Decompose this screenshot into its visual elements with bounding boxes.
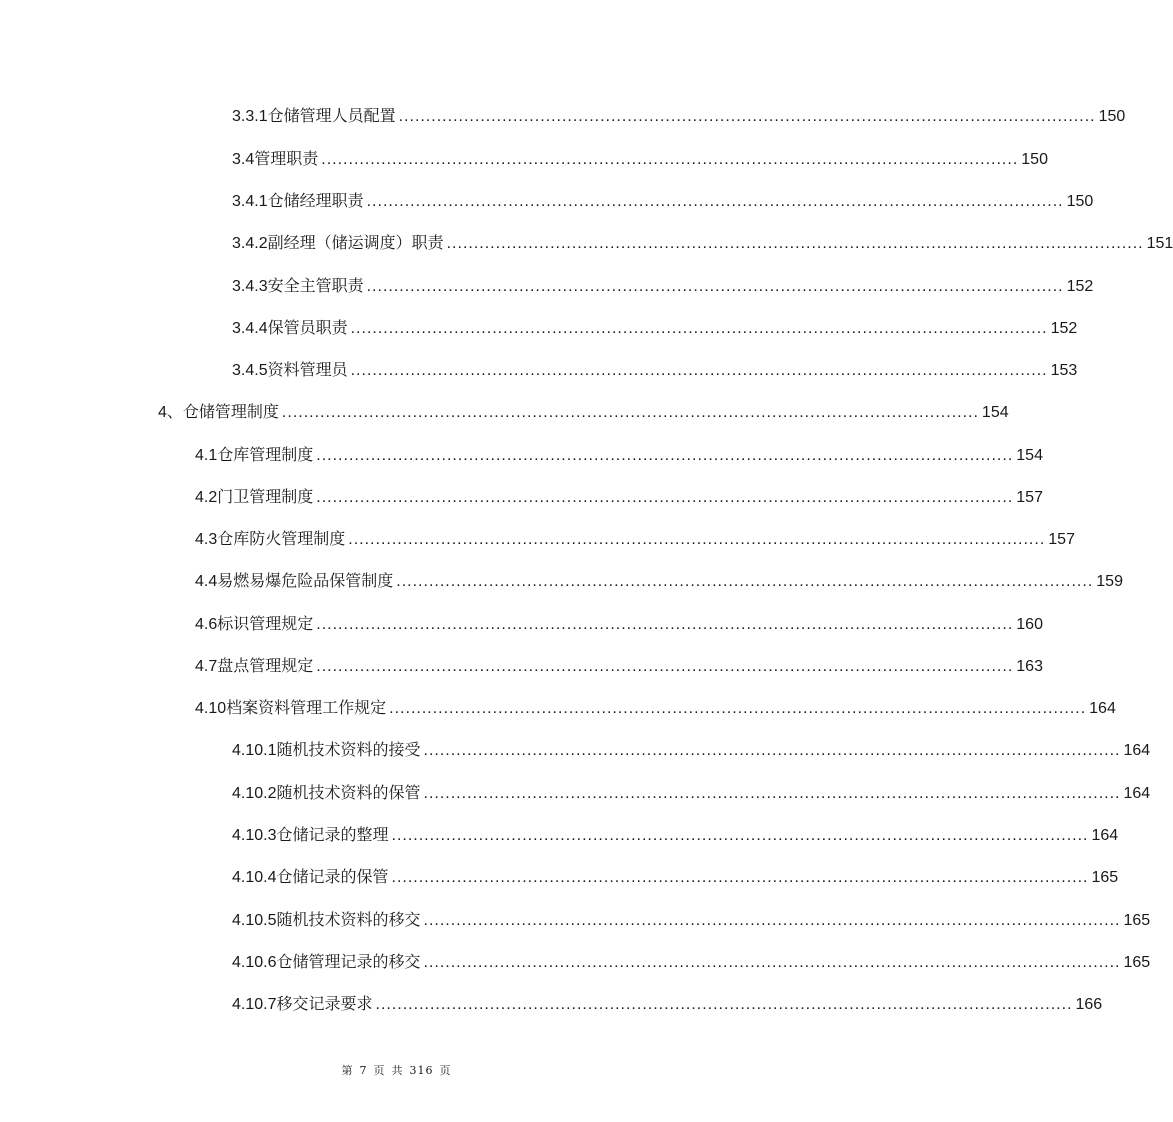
toc-entry-title: 档案资料管理工作规定	[226, 700, 387, 717]
toc-entry[interactable]	[232, 107, 1126, 127]
toc-entry-page: 154	[981, 404, 1009, 421]
toc-entry-page: 153	[1050, 362, 1078, 379]
footer-total-word: 共	[391, 1064, 404, 1077]
toc-entry-page: 165	[1123, 912, 1151, 929]
toc-entry-title: 易燃易爆危险品保管制度	[217, 573, 394, 590]
toc-entry-title: 随机技术资料的移交	[276, 912, 421, 929]
toc-entry-page: 159	[1096, 573, 1123, 590]
toc-entry-title: 盘点管理规定	[217, 658, 314, 675]
toc-entry[interactable]	[232, 784, 1151, 804]
toc-entry-page: 165	[1123, 954, 1151, 971]
toc-entry[interactable]	[232, 150, 1048, 170]
toc-entry-number: 3.3.1	[232, 108, 268, 125]
toc-entry[interactable]	[195, 657, 1043, 677]
dot-leader: ................................................................................................................................	[389, 700, 1087, 717]
toc-entry[interactable]	[195, 699, 1116, 719]
dot-leader: ................................................................................................................................	[350, 362, 1048, 379]
toc-entry-page: 163	[1016, 658, 1043, 675]
toc-entry-page: 152	[1066, 278, 1094, 295]
toc-entry-page: 165	[1091, 869, 1119, 886]
toc-entry-page: 150	[1066, 193, 1094, 210]
toc-entry[interactable]	[232, 953, 1151, 973]
toc-entry[interactable]	[232, 995, 1103, 1015]
toc-entry-title: 管理职责	[254, 151, 319, 168]
toc-entry-page: 164	[1091, 827, 1119, 844]
toc-entry-page: 164	[1089, 700, 1116, 717]
toc-entry-title: 移交记录要求	[276, 996, 373, 1013]
dot-leader: ................................................................................................................................	[423, 912, 1121, 929]
toc-entry-number: 3.4.4	[232, 320, 268, 337]
toc-entry-title: 副经理（储运调度）职责	[267, 235, 444, 252]
toc-entry-title: 门卫管理制度	[217, 489, 314, 506]
toc-entry[interactable]	[195, 488, 1043, 508]
toc-entry-number: 3.4.2	[232, 235, 268, 252]
dot-leader: ................................................................................................................................	[350, 320, 1048, 337]
toc-entry[interactable]	[195, 446, 1043, 466]
dot-leader: ................................................................................................................................	[348, 531, 1046, 548]
toc-entry-page: 166	[1075, 996, 1103, 1013]
toc-entry-title: 随机技术资料的接受	[276, 742, 421, 759]
toc-entry[interactable]	[195, 572, 1123, 592]
footer-total-pages: 316	[409, 1064, 434, 1077]
footer-current-page: 7	[359, 1064, 368, 1077]
toc-entry[interactable]	[232, 234, 1173, 254]
dot-leader: ................................................................................................................................	[391, 827, 1089, 844]
toc-entry[interactable]	[195, 615, 1043, 635]
dot-leader: ................................................................................................................................	[366, 193, 1064, 210]
toc-entry-page: 152	[1050, 320, 1078, 337]
dot-leader: ................................................................................................................................	[423, 954, 1121, 971]
toc-entry[interactable]	[158, 403, 1009, 423]
dot-leader: ................................................................................................................................	[316, 616, 1014, 633]
toc-entry-title: 随机技术资料的保管	[276, 785, 421, 802]
toc-entry-title: 标识管理规定	[217, 616, 314, 633]
page-footer	[0, 1062, 793, 1078]
toc-entry-page: 151	[1146, 235, 1173, 252]
dot-leader: ................................................................................................................................	[316, 447, 1014, 464]
dot-leader: ................................................................................................................................	[366, 278, 1064, 295]
toc-entry-number: 4.4	[195, 573, 218, 590]
toc-entry-number: 4.10.3	[232, 827, 277, 844]
toc-entry-number: 4.2	[195, 489, 218, 506]
toc-entry-title: 保管员职责	[267, 320, 348, 337]
toc-entry-page: 150	[1021, 151, 1048, 168]
toc-entry-title: 安全主管职责	[267, 278, 364, 295]
toc-entry-title: 仓储记录的整理	[276, 827, 389, 844]
toc-entry-page: 160	[1016, 616, 1043, 633]
toc-entry[interactable]	[232, 911, 1151, 931]
toc-entry-title: 仓储记录的保管	[276, 869, 389, 886]
dot-leader: ................................................................................................................................	[396, 573, 1094, 590]
toc-entry[interactable]	[232, 741, 1151, 761]
dot-leader: ................................................................................................................................	[281, 404, 979, 421]
toc-entry-number: 4.6	[195, 616, 218, 633]
toc-entry[interactable]	[232, 361, 1078, 381]
toc-entry-page: 157	[1016, 489, 1043, 506]
toc-entry-number: 4.10.2	[232, 785, 277, 802]
toc-entry-number: 4.10.5	[232, 912, 277, 929]
toc-entry-number: 4.10.6	[232, 954, 277, 971]
toc-entry-number: 4.10.1	[232, 742, 277, 759]
dot-leader: ................................................................................................................................	[316, 658, 1014, 675]
dot-leader: ................................................................................................................................	[375, 996, 1073, 1013]
toc-entry-number: 3.4.3	[232, 278, 268, 295]
toc-entry-number: 3.4	[232, 151, 255, 168]
toc-entry-title: 仓库管理制度	[217, 447, 314, 464]
toc-entry[interactable]	[232, 277, 1094, 297]
toc-entry-title: 仓储管理人员配置	[267, 108, 396, 125]
toc-entry-number: 4.1	[195, 447, 218, 464]
footer-suffix: 页	[439, 1064, 452, 1077]
toc-entry-title: 仓储经理职责	[267, 193, 364, 210]
dot-leader: ................................................................................................................................	[321, 151, 1019, 168]
toc-entry-title: 仓库防火管理制度	[217, 531, 346, 548]
toc-entry[interactable]	[195, 530, 1075, 550]
toc-entry-title: 仓储管理制度	[182, 404, 279, 421]
toc-entry[interactable]	[232, 826, 1119, 846]
dot-leader: ................................................................................................................................	[423, 785, 1121, 802]
toc-entry-number: 4.10.4	[232, 869, 277, 886]
toc-entry-page: 154	[1016, 447, 1043, 464]
dot-leader: ................................................................................................................................	[316, 489, 1014, 506]
toc-entry-number: 4、	[158, 404, 183, 421]
dot-leader: ................................................................................................................................	[423, 742, 1121, 759]
toc-entry-page: 150	[1098, 108, 1126, 125]
footer-page-word: 页	[373, 1064, 386, 1077]
toc-entry-number: 3.4.5	[232, 362, 268, 379]
toc-entry-page: 164	[1123, 785, 1151, 802]
toc-entry-page: 164	[1123, 742, 1151, 759]
toc-entry-page: 157	[1048, 531, 1075, 548]
dot-leader: ................................................................................................................................	[446, 235, 1144, 252]
dot-leader: ................................................................................................................................	[398, 108, 1096, 125]
toc-entry[interactable]	[232, 319, 1078, 339]
toc-entry-number: 4.10	[195, 700, 227, 717]
toc-entry[interactable]	[232, 868, 1119, 888]
dot-leader: ................................................................................................................................	[391, 869, 1089, 886]
footer-prefix: 第	[341, 1064, 354, 1077]
toc-entry-number: 3.4.1	[232, 193, 268, 210]
toc-entry-number: 4.7	[195, 658, 218, 675]
toc-entry-number: 4.10.7	[232, 996, 277, 1013]
toc-entry-number: 4.3	[195, 531, 218, 548]
toc-entry-title: 资料管理员	[267, 362, 348, 379]
toc-entry[interactable]	[232, 192, 1094, 212]
toc-entry-title: 仓储管理记录的移交	[276, 954, 421, 971]
